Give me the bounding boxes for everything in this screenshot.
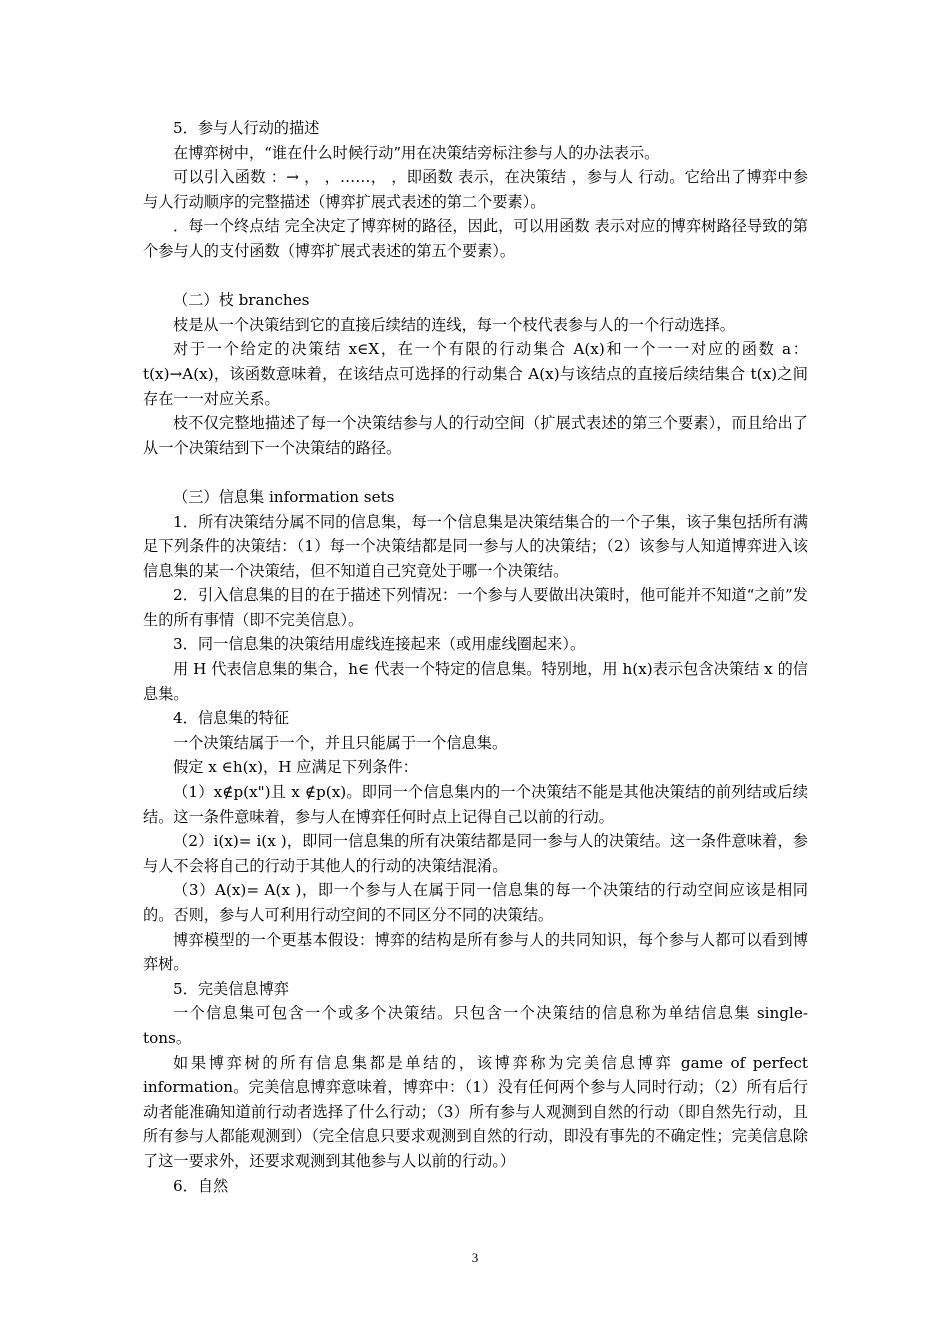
paragraph: 在博弈树中，“谁在什么时候行动”用在决策结旁标注参与人的办法表示。 (173, 143, 660, 162)
paragraph: （2）i(x)= i(x )，即同一信息集的所有决策结都是同一参与人的决策结。这一条件意味着，参与人不会将自己的行动于其他人的行动的决策结混淆。 (143, 832, 808, 875)
paragraph: 一个信息集可包含一个或多个决策结。只包含一个决策结的信息称为单结信息集 single-tons。 (143, 1004, 808, 1047)
heading-branches: （二）枝 branches (173, 291, 310, 310)
paragraph: 枝是从一个决策结到它的直接后续结的连线，每一个枝代表参与人的一个行动选择。 (173, 315, 735, 334)
paragraph: 博弈模型的一个更基本假设：博弈的结构是所有参与人的共同知识，每个参与人都可以看到博弈树。 (143, 930, 808, 974)
paragraph: （3）A(x)= A(x )，即一个参与人在属于同一信息集的每一个决策结的行动空间应该是相同的。否则，参与人可利用行动空间的不同区分不同的决策结。 (143, 881, 808, 924)
heading-info-set-features: 4．信息集的特征 (173, 709, 289, 728)
document-body (143, 116, 808, 1198)
page-number: 3 (471, 1250, 479, 1265)
blank-line (143, 460, 808, 485)
paragraph: 用 H 代表信息集的集合，h∈ 代表一个特定的信息集。特别地，用 h(x)表示包含决策结 x 的信息集。 (143, 660, 808, 703)
paragraph: 1．所有决策结分属不同的信息集，每一个信息集是决策结集合的一个子集，该子集包括所有满足下列条件的决策结：（1）每一个决策结都是同一参与人的决策结；（2）该参与人知道博弈进入该信息集的某一个决策结，但不知道自己究竟处于哪一个决策结。 (143, 512, 808, 580)
paragraph: 3．同一信息集的决策结用虚线连接起来（或用虚线圈起来）。 (173, 635, 586, 654)
heading-information-sets: （三）信息集 information sets (173, 487, 395, 506)
paragraph: 可以引入函数 ：→ ， ，……， ，即函数 表示，在决策结 ，参与人 行动。它给出了博弈中参与人行动顺序的完整描述（博弈扩展式表述的第二个要素）。 (143, 168, 808, 211)
blank-line (143, 264, 808, 289)
paragraph: 枝不仅完整地描述了每一个决策结参与人的行动空间（扩展式表述的第三个要素），而且给出了从一个决策结到下一个决策结的路径。 (143, 414, 808, 457)
paragraph: 2．引入信息集的目的在于描述下列情况：一个参与人要做出决策时，他可能并不知道“之前”发生的所有事情（即不完美信息）。 (143, 586, 808, 629)
paragraph: 假定 x ∈h(x)，H 应满足下列条件： (173, 758, 418, 777)
paragraph: ．每一个终点结 完全决定了博弈树的路径，因此，可以用函数 表示对应的博弈树路径导致的第 个参与人的支付函数（博弈扩展式表述的第五个要素）。 (143, 217, 808, 260)
heading-nature: 6．自然 (173, 1176, 229, 1195)
paragraph: 一个决策结属于一个，并且只能属于一个信息集。 (173, 733, 508, 752)
heading-participant-action: 5．参与人行动的描述 (173, 119, 320, 137)
paragraph: 对于一个给定的决策结 x∈X，在一个有限的行动集合 A(x)和一个一一对应的函数 a：t(x)→A(x)，该函数意味着，在该结点可选择的行动集合 A(x)与该结点的直接后续结集合 t(x)之间存在一一对应关系。 (143, 340, 808, 408)
paragraph: （1）x∉p(x")且 x ∉p(x)。即同一个信息集内的一个决策结不能是其他决策结的前列结或后续结。这一条件意味着，参与人在博弈任何时点上记得自己以前的行动。 (143, 783, 808, 826)
heading-perfect-information: 5．完美信息博弈 (173, 979, 289, 998)
paragraph: 如果博弈树的所有信息集都是单结的，该博弈称为完美信息博弈 game of perfect information。完美信息博弈意味着，博弈中：（1）没有任何两个参与人同时行动；（2）所有后行动者能准确知道前行动者选择了什么行动；（3）所有参与人观测到自然的行动（即自然先行动，且所有参与人都能观测到）（完全信息只要求观测到自然的行动，即没有事先的不确定性；完美信息除了这一要求外，还要求观测到其他参与人以前的行动。） (143, 1053, 808, 1170)
